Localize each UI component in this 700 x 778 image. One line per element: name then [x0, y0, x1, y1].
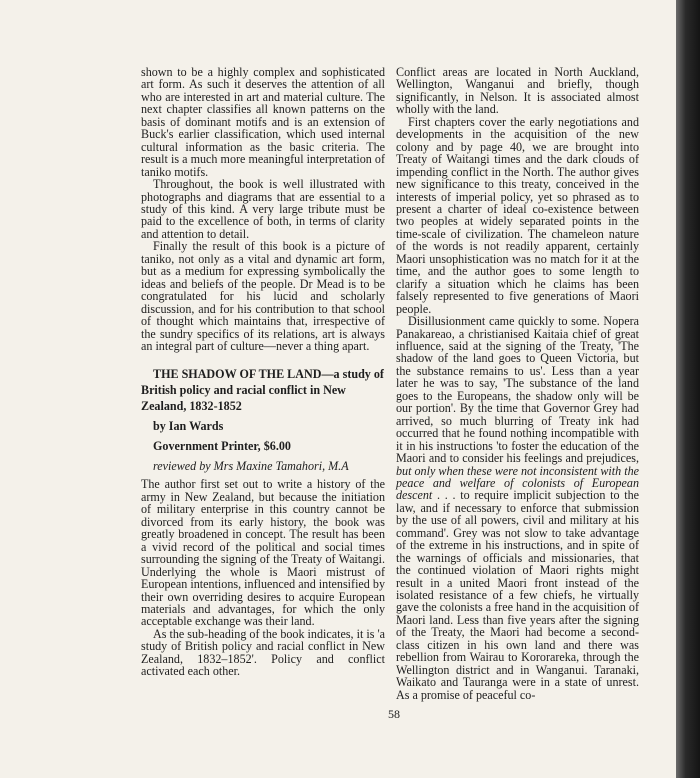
review-title: THE SHADOW OF THE LAND—a study of British policy and racial conflict in New Zealand, 1832-1852 — [141, 367, 384, 414]
left-column — [141, 66, 385, 678]
review-header — [141, 366, 385, 474]
italic-quote: but only when these were not inconsistent with the peace and welfare of colonists of European descent — [396, 463, 639, 503]
paragraph: Finally the result of this book is a picture of taniko, not only as a vital and dynamic art form, but as a medium for expressing symbolically the ideas and beliefs of the people. Dr Mead is to be congratulated for his lucid and scholarly discussion, and for his contribution to that school of thought which maintains that, irrespective of the sundry specifics of its relations, art is always an integral part of culture—never a thing apart. — [141, 239, 385, 353]
page-number: 58 — [388, 707, 400, 721]
review-author: by Ian Wards — [153, 419, 224, 434]
paragraph: Throughout, the book is well illustrated with photographs and diagrams that are essential to a study of this kind. A very large tribute must be paid to the excellence of both, in terms of clarity and attention to detail. — [141, 177, 385, 241]
paragraph: First chapters cover the early negotiations and developments in the acquisition of the new colony and by page 40, we are brought into Treaty of Waitangi times and the dark clouds of impending conflict in the North. The author gives new significance to this treaty, conceived in the interests of imperial policy, yet so phrased as to present a charter of ideal co-existence between two peoples at widely separated points in the time-scale of civilization. The chameleon nature of the words is not readily apparent, certainly Maori unsophistication was no match for it at the time, and the author goes to some length to clarify a situation which he claims has been falsely represented to five generations of Maori people. — [396, 114, 639, 316]
paragraph-text: . . . to require implicit subjection to the law, and if necessary to enforce that submission by the use of all powers, civil and military at his command'. Grey was not slow to take advantage of the extreme in his instructions, and in spite of the warnings of officials and missionaries, that the continued violation of Maori rights might result in a united Maori front instead of the isolated resistance of a few chiefs, he virtually gave the colonists a free hand in the acquisition of Maori land. Less than five years after the signing of the Treaty, the Maori had become a second-class citizen in his own land and there was rebellion from Wairau to Kororareka, through the Wellington district and in Wanganui. Taranaki, Waikato and Tauranga were in a state of unrest. As a promise of peaceful co- — [396, 488, 640, 702]
paragraph: The author first set out to write a history of the army in New Zealand, but because the initiation of military enterprise in this country cannot be divorced from its early history, the book was greatly broadened in concept. The result has been a vivid record of the political and social times surrounding the signing of the Treaty of Waitangi. Underlying the whole is Maori mistrust of European intentions, influenced and intensified by their own overriding desires to acquire European materials and advantages, for which the only acceptable exchange was their land. — [141, 477, 385, 629]
paragraph: Conflict areas are located in North Auckland, Wellington, Wanganui and briefly, though significantly, in Nelson. It is associated almost wholly with the land. — [396, 65, 639, 117]
review-publisher: Government Printer, $6.00 — [153, 439, 291, 454]
paragraph: shown to be a highly complex and sophisticated art form. As such it deserves the attention of all who are interested in art and material culture. The next chapter classifies all known patterns on the basis of dominant motifs and is an extension of Buck's earlier classification, which used internal cultural information as the basic criteria. The result is a much more meaningful interpretation of taniko motifs. — [141, 65, 385, 179]
paragraph-text: Disillusionment came quickly to some. Nopera Panakareao, a christianised Kaitaia chief of great influence, said at the signing of the Treaty, 'The shadow of the land goes to Queen Victoria, but the substance remains to us'. Less than a year later he was to say, 'The substance of the land goes to the Europeans, the shadow only will be our portion'. By the time that Governor Grey had arrived, so much blurring of Treaty ink had occurred that he found nothing incompatible with it in his instructions 'to foster the education of the Maori and to consider his feelings and prejudices, — [396, 314, 639, 466]
paragraph — [396, 315, 639, 701]
review-reviewer: reviewed by Mrs Maxine Tamahori, M.A — [153, 459, 349, 474]
paragraph: As the sub-heading of the book indicates, it is 'a study of British policy and racial conflict in New Zealand, 1832–1852'. Policy and conflict activated each other. — [141, 626, 385, 679]
right-column — [396, 66, 639, 701]
book-spine-shadow — [676, 0, 700, 778]
